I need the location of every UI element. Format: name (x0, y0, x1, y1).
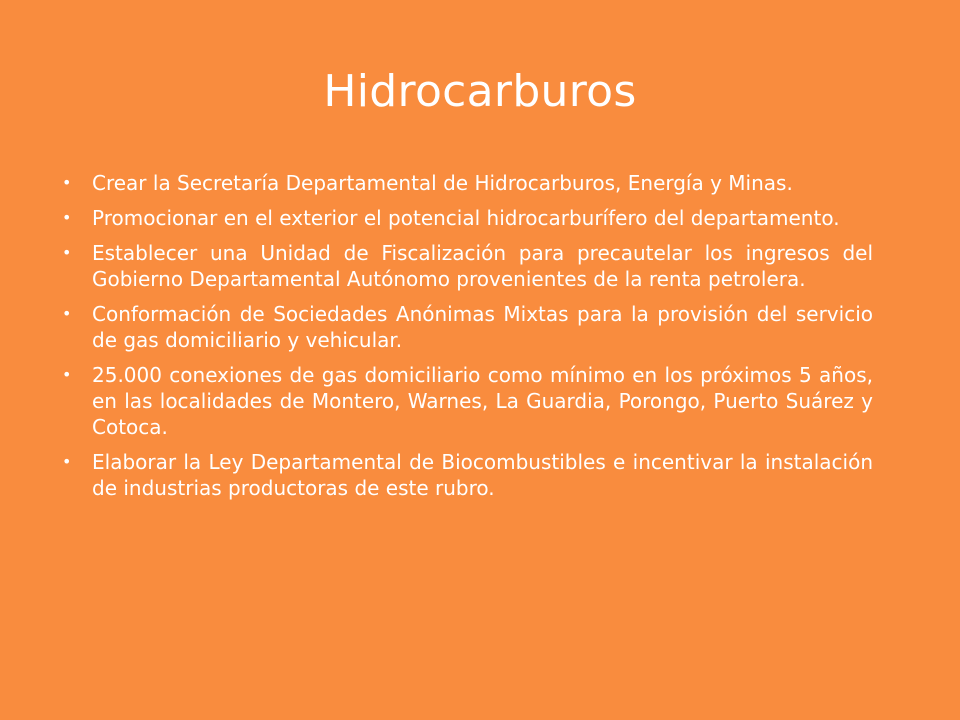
bullet-list (60, 170, 873, 510)
slide-title: Hidrocarburos (323, 66, 637, 117)
bullet-item (60, 449, 873, 501)
bullet-item (60, 362, 873, 440)
bullet-item (60, 301, 873, 353)
bullet-text: Promocionar en el exterior el potencial hidrocarburífero del departamento. (92, 206, 840, 230)
bullet-text: 25.000 conexiones de gas domiciliario como mínimo en los próximos 5 años, en las localidades de Montero, Warnes, La Guardia, Porongo, Puerto Suárez y Cotoca. (92, 363, 873, 439)
bullet-icon: • (62, 304, 72, 323)
bullet-icon: • (62, 173, 72, 192)
bullet-item (60, 170, 873, 196)
bullet-text: Establecer una Unidad de Fiscalización para precautelar los ingresos del Gobierno Departamental Autónomo provenientes de la renta petrolera. (92, 241, 873, 291)
bullet-icon: • (62, 365, 72, 384)
bullet-icon: • (62, 208, 72, 227)
bullet-text: Crear la Secretaría Departamental de Hidrocarburos, Energía y Minas. (92, 171, 793, 195)
bullet-icon: • (62, 452, 72, 471)
bullet-text: Conformación de Sociedades Anónimas Mixtas para la provisión del servicio de gas domiciliario y vehicular. (92, 302, 873, 352)
bullet-item (60, 240, 873, 292)
bullet-icon: • (62, 243, 72, 262)
bullet-text: Elaborar la Ley Departamental de Biocombustibles e incentivar la instalación de industrias productoras de este rubro. (92, 450, 873, 500)
bullet-item (60, 205, 873, 231)
